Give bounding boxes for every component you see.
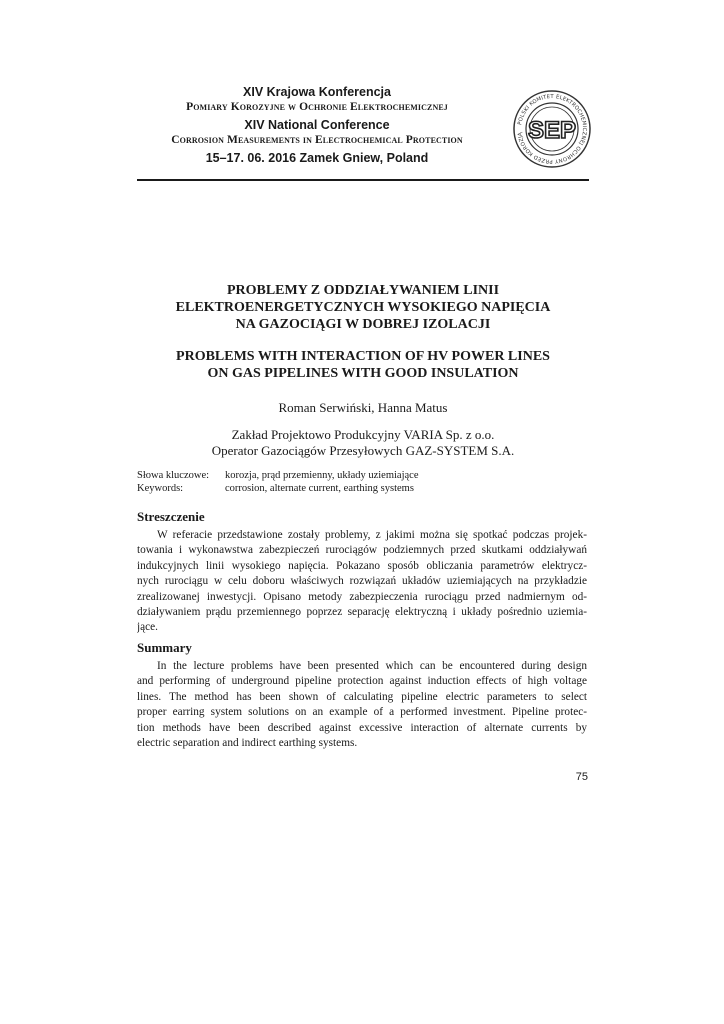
header-divider: [137, 179, 589, 181]
keywords-en: [137, 482, 589, 495]
conference-date-location: 15–17. 06. 2016 Zamek Gniew, Poland: [205, 151, 429, 165]
title-pl-line: ELEKTROENERGETYCZNYCH WYSOKIEGO NAPIĘCIA: [175, 300, 551, 315]
title-pl-line: PROBLEMY Z ODDZIAŁYWANIEM LINII: [226, 283, 500, 298]
conference-name-pl: XIV Krajowa Konferencja: [243, 85, 391, 99]
logo-letters: SEP: [527, 117, 577, 144]
title-pl-line: NA GAZOCIĄGI W DOBREJ IZOLACJI: [235, 317, 491, 332]
abstract-en-line: tion methods have been described against excessive interaction of alternate currents by: [137, 721, 587, 734]
title-en-line: ON GAS PIPELINES WITH GOOD INSULATION: [207, 366, 519, 381]
abstract-en-line: lines. The method has been shown of calculating pipeline electric parameters to select: [137, 690, 587, 703]
page-number: 75: [575, 771, 588, 783]
affiliation-line: Zakład Projektowo Produkcyjny VARIA Sp. z o.o.: [231, 427, 495, 442]
abstract-en-line: In the lecture problems have been presented which can be encountered during design: [157, 660, 587, 672]
keywords-en-value: corrosion, alternate current, earthing systems: [225, 483, 414, 494]
abstract-pl-line: zrealizowanej inwestycji. Opisano metody zabezpieczenia rurociągu przed nadmiernym od-: [137, 590, 587, 603]
abstract-en-line: proper earring system solutions on an example of a performed investment. Pipeline protec-: [137, 706, 587, 719]
conference-name-en: XIV National Conference: [244, 118, 390, 132]
conference-info: [137, 84, 497, 166]
conference-subtitle-pl: Pomiary Korozyjne w Ochronie Elektrochemicznej: [186, 101, 448, 113]
abstract-pl-line: indukcyjnych linii wysokiego napięcia. Pokazano sposób obliczania parametrów elektrycz-: [137, 559, 587, 572]
abstract-pl-line: działywaniem prądu przemiennego poprzez separację elektryczną i układy pośrednio uziemia-: [137, 606, 587, 619]
affiliation-line: Operator Gazociągów Przesyłowych GAZ-SYSTEM S.A.: [211, 443, 515, 458]
abstract-pl-heading: Streszczenie: [137, 509, 205, 524]
conference-subtitle-en: Corrosion Measurements in Electrochemical Protection: [171, 134, 463, 146]
title-en-line: PROBLEMS WITH INTERACTION OF HV POWER LINES: [176, 349, 550, 364]
abstract-pl-line: nych rurociągu w celu doboru właściwych rozwiązań układów uziemiających na przykładzie: [137, 575, 587, 588]
abstract-pl-body: [137, 528, 587, 636]
abstract-pl-line: jące.: [137, 621, 159, 634]
sep-logo-icon: [512, 89, 592, 169]
authors: Roman Serwiński, Hanna Matus: [278, 400, 448, 415]
paper-title-en: [137, 348, 589, 382]
paper-title-pl: [137, 282, 589, 333]
abstract-en-line: and performing of underground pipeline protection against induction effects of high voltage: [137, 675, 587, 688]
conference-header: [137, 84, 589, 184]
keywords-en-label: Keywords:: [137, 483, 184, 494]
affiliations: [137, 427, 589, 459]
abstract-en-body: [137, 659, 587, 751]
abstract-en-line: electric separation and indirect earthing systems.: [137, 737, 358, 750]
abstract-pl-line: W referacie przedstawione zostały problemy, z jakimi można się spotkać podczas projek-: [157, 529, 587, 541]
keywords-pl-value: korozja, prąd przemienny, układy uziemiające: [225, 470, 419, 481]
keywords-pl: [137, 469, 589, 482]
keywords-pl-label: Słowa kluczowe:: [137, 470, 210, 481]
logo-ring-text: POLSKI KOMITET ELEKTROCHEMICZNEJ OCHRONY PRZED KOROZJĄ: [517, 93, 588, 165]
abstract-en-heading: Summary: [137, 640, 192, 655]
abstract-pl-line: towania i wykonawstwa zabezpieczeń rurociągów podziemnych przed skutkami oddziaływań: [137, 544, 587, 557]
